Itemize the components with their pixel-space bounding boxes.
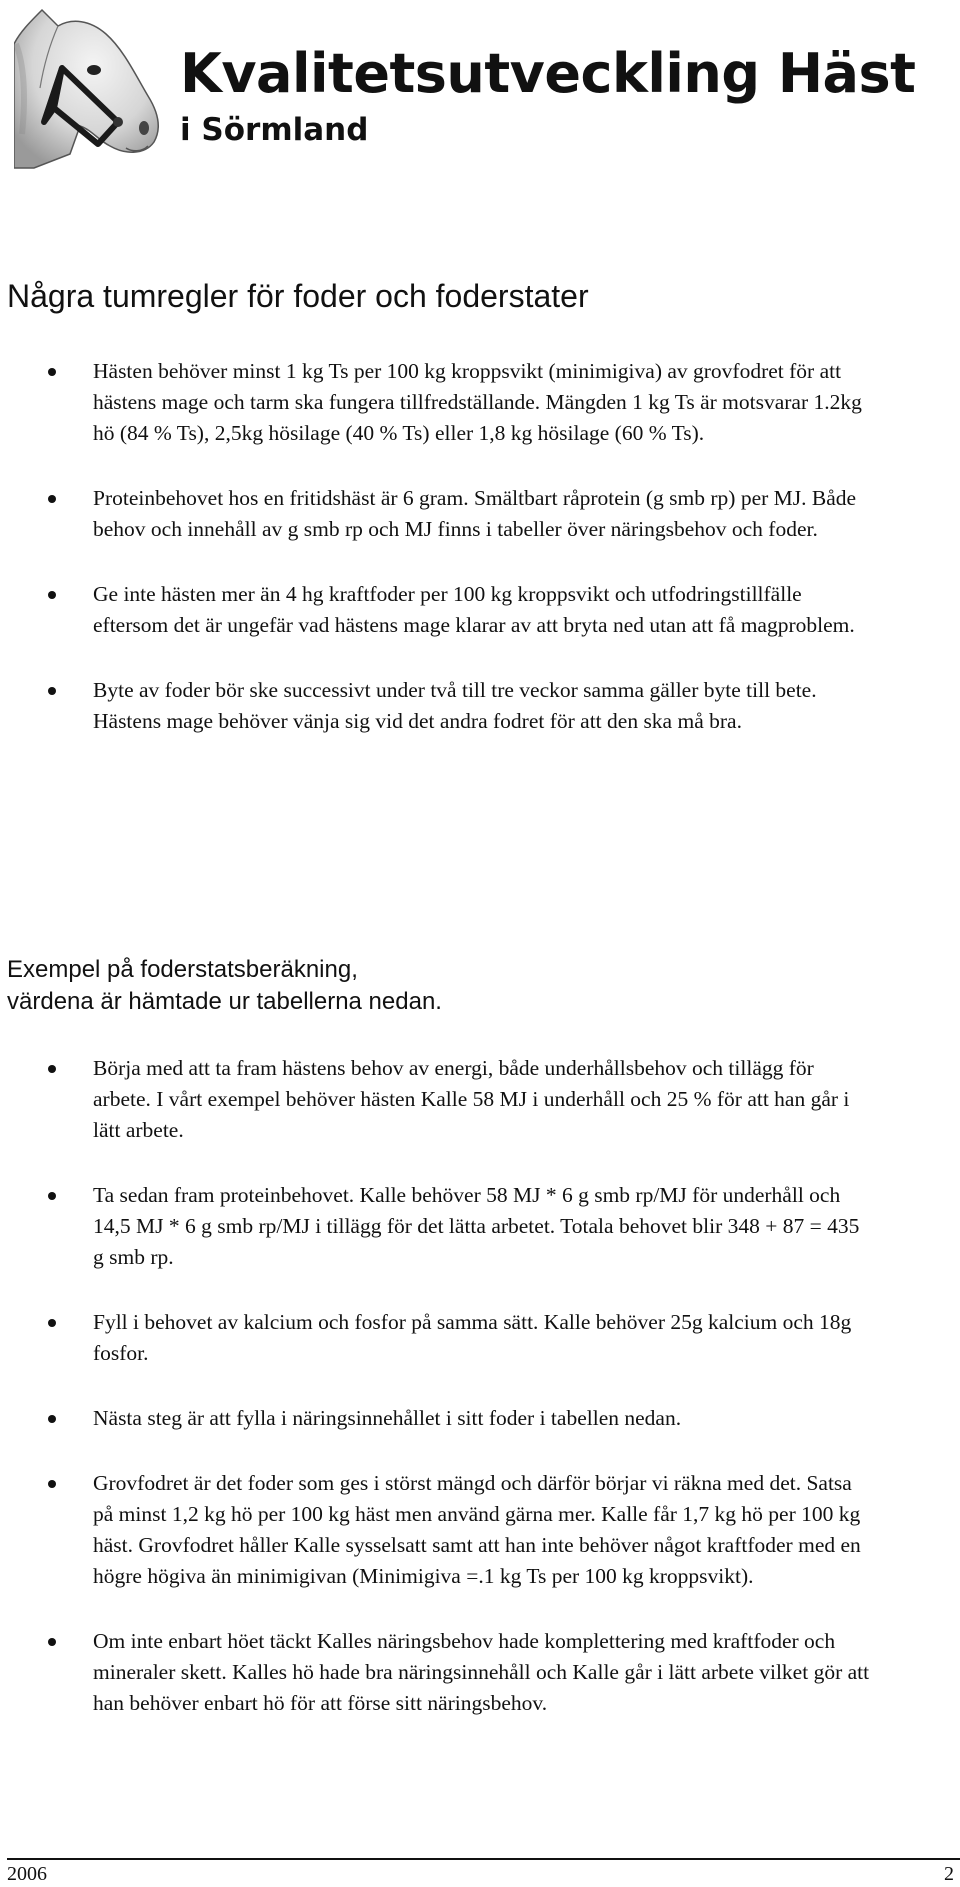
bullet-icon [48, 1319, 56, 1327]
bullet-icon [48, 1192, 56, 1200]
list-item-text: Nästa steg är att fylla i näringsinnehållet i sitt foder i tabellen nedan. [93, 1406, 682, 1430]
page-number: 2 [944, 1863, 954, 1885]
list-item [0, 1468, 873, 1592]
list-item [0, 1626, 873, 1719]
brand-subtitle: i Sörmland [180, 112, 369, 148]
list-item-text: Ta sedan fram proteinbehovet. Kalle behöver 58 MJ * 6 g smb rp/MJ för underhåll och 14,5 MJ * 6 g smb rp/MJ i tillägg för det lätta arbetet. Totala behovet blir 348 + 87 = 435 g smb rp. [93, 1183, 860, 1269]
list-item-text: Grovfodret är det foder som ges i störst mängd och därför börjar vi räkna med det. Satsa på minst 1,2 kg hö per 100 kg häst men använd gärna mer. Kalle får 1,7 kg hö per 100 kg häst. Grovfodret håller Kalle sysselsatt samt att han inte behöver något kraftfoder med en högre högiva än minimigivan (Minimigiva =.1 kg Ts per 100 kg kroppsvikt). [93, 1471, 861, 1588]
rules-list [0, 356, 960, 771]
section-heading-line: Exempel på foderstatsberäkning, [7, 956, 358, 983]
list-item-text: Ge inte hästen mer än 4 hg kraftfoder per 100 kg kroppsvikt och utfodringstillfälle eftersom det är ungefär vad hästens mage klarar av att bryta ned utan att få magproblem. [93, 582, 855, 637]
horse-head-icon [14, 4, 164, 169]
list-item [0, 1180, 873, 1273]
bullet-icon [48, 1480, 56, 1488]
list-item [0, 675, 873, 737]
section-heading-line: värdena är hämtade ur tabellerna nedan. [7, 988, 442, 1015]
list-item-text: Byte av foder bör ske successivt under två till tre veckor samma gäller byte till bete. Hästens mage behöver vänja sig vid det andra fodret för att den ska må bra. [93, 678, 817, 733]
list-item [0, 1053, 873, 1146]
list-item [0, 1403, 873, 1434]
bullet-icon [48, 1065, 56, 1073]
list-item-text: Proteinbehovet hos en fritidshäst är 6 gram. Smältbart råprotein (g smb rp) per MJ. Både behov och innehåll av g smb rp och MJ finns i tabeller över näringsbehov och foder. [93, 486, 857, 541]
list-item [0, 483, 873, 545]
bullet-icon [48, 495, 56, 503]
bullet-icon [48, 1638, 56, 1646]
list-item-text: Hästen behöver minst 1 kg Ts per 100 kg kroppsvikt (minimigiva) av grovfodret för att hästens mage och tarm ska fungera tillfredställande. Mängden 1 kg Ts är motsvarar 1.2kg hö (84 % Ts), 2,5kg hösilage (40 % Ts) eller 1,8 kg hösilage (60 % Ts). [93, 359, 862, 445]
section-heading-example [7, 954, 442, 1018]
list-item [0, 579, 873, 641]
document-header [14, 4, 960, 169]
footer-year: 2006 [7, 1863, 47, 1885]
list-item-text: Om inte enbart höet täckt Kalles näringsbehov hade komplettering med kraftfoder och mineraler skett. Kalles hö hade bra näringsinnehåll och Kalle går i lätt arbete vilket gör att han behöver enbart hö för att förse sitt näringsbehov. [93, 1629, 870, 1715]
list-item [0, 1307, 873, 1369]
brand-title: Kvalitetsutveckling Häst [180, 42, 916, 105]
section-heading-rules: Några tumregler för foder och foderstater [7, 278, 589, 314]
bullet-icon [48, 1415, 56, 1423]
example-list [0, 1053, 960, 1753]
list-item-text: Fyll i behovet av kalcium och fosfor på samma sätt. Kalle behöver 25g kalcium och 18g fosfor. [93, 1310, 852, 1365]
bullet-icon [48, 591, 56, 599]
bullet-icon [48, 368, 56, 376]
bullet-icon [48, 687, 56, 695]
footer-divider [7, 1858, 960, 1860]
list-item-text: Börja med att ta fram hästens behov av energi, både underhållsbehov och tillägg för arbete. I vårt exempel behöver hästen Kalle 58 MJ i underhåll och 25 % för att han går i lätt arbete. [93, 1056, 850, 1142]
list-item [0, 356, 873, 449]
